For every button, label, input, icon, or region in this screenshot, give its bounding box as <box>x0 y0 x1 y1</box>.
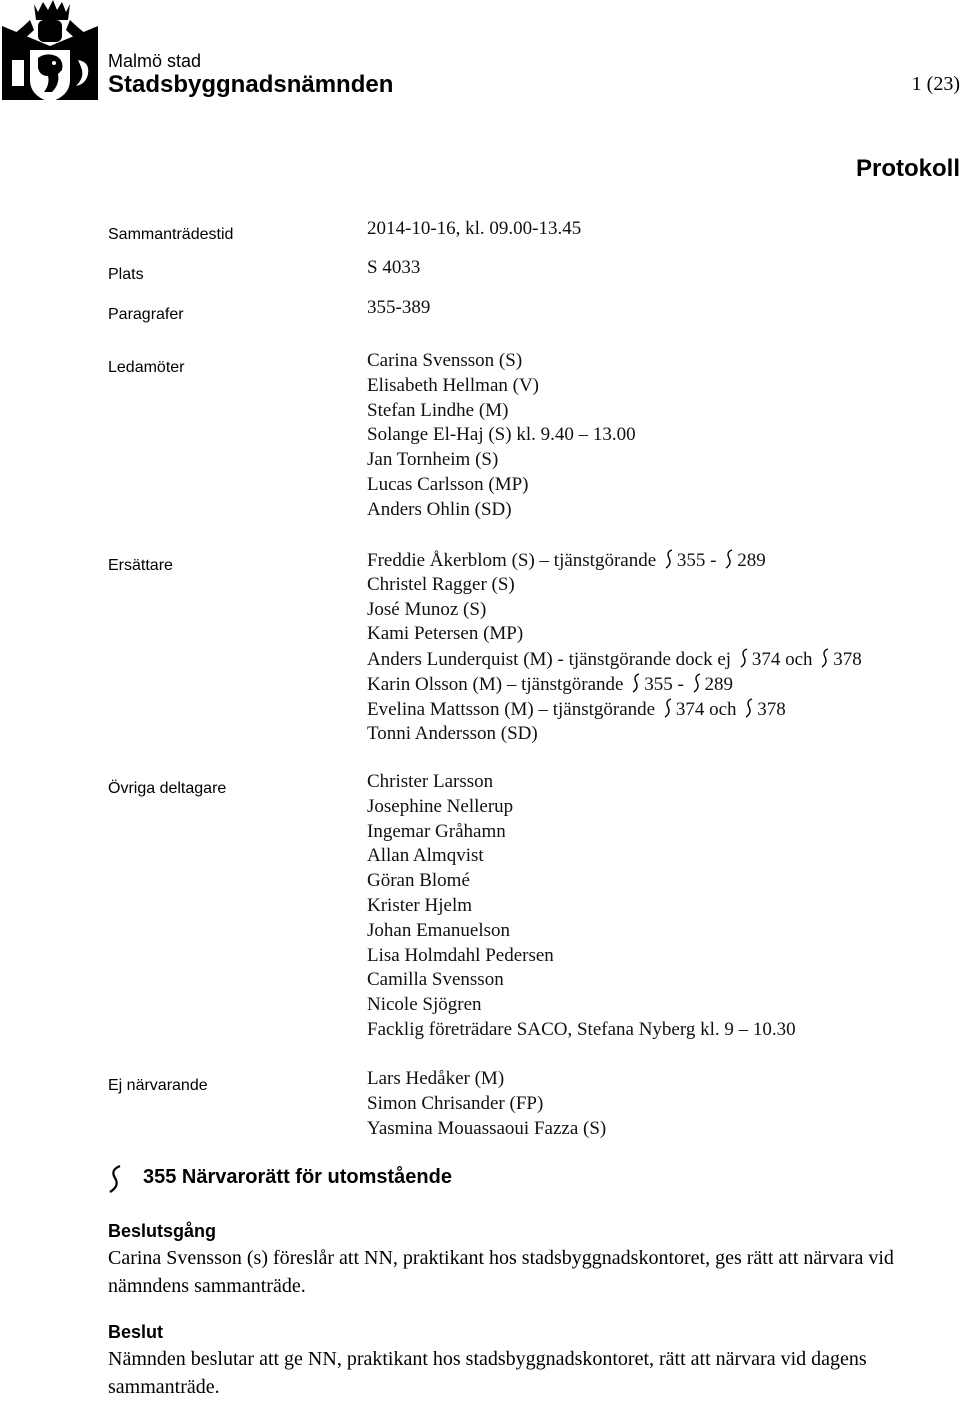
meeting-time-label: Sammanträdestid <box>108 226 234 243</box>
meeting-time-value: 2014-10-16, kl. 09.00-13.45 <box>367 218 582 239</box>
substitute-line <box>367 573 862 598</box>
malmo-coat-of-arms-logo <box>0 0 100 104</box>
absent-label: Ej närvarande <box>108 1077 208 1094</box>
paragraph-ref: 355 - <box>676 550 717 571</box>
paragraph-sign-icon <box>662 697 674 719</box>
paragraphs-label: Paragrafer <box>108 306 184 323</box>
document-type: Protokoll <box>855 155 960 182</box>
substitute-name: Kami Petersen (MP) <box>367 623 524 645</box>
absent-name: Lars Hedåker (M) <box>367 1068 505 1089</box>
paragraph-ref: 289 <box>704 673 734 695</box>
absent-list <box>367 1067 606 1141</box>
member-name: Stefan Lindhe (M) <box>367 399 509 421</box>
procedure-heading: Beslutsgång <box>108 1221 217 1241</box>
place-label: Plats <box>108 266 144 283</box>
paragraph-ref: 378 <box>757 698 786 720</box>
substitute-line <box>367 672 862 697</box>
member-name: Anders Ohlin (SD) <box>367 498 512 520</box>
member-name: Solange El-Haj (S) kl. 9.40 – 13.00 <box>367 424 636 446</box>
paragraph-ref: 374 och <box>675 698 737 720</box>
section-title: 355 Närvarorätt för utomstående <box>143 1166 452 1188</box>
substitute-name: Anders Lunderquist (M) - tjänstgörande dock ej <box>367 649 732 671</box>
paragraph-sign-icon <box>663 548 675 570</box>
substitute-line <box>367 697 862 722</box>
paragraph-sign-icon <box>819 647 831 669</box>
decision-heading: Beslut <box>108 1322 164 1342</box>
substitute-name: Karin Olsson (M) – tjänstgörande <box>367 673 624 695</box>
substitute-line <box>367 548 862 573</box>
paragraph-ref: 355 - <box>644 673 684 695</box>
section-sign-icon <box>106 1164 124 1194</box>
procedure-text: Carina Svensson (s) föreslår att NN, praktikant hos stadsbyggnadskontoret, ges rätt att närvara vid nämndens sammanträde. <box>108 1247 894 1297</box>
participant-name: Göran Blomé <box>367 870 470 892</box>
paragraph-ref: 289 <box>737 550 766 571</box>
participant-name: Lisa Holmdahl Pedersen <box>367 944 554 966</box>
paragraph-sign-icon <box>743 697 755 719</box>
substitute-name: Evelina Mattsson (M) – tjänstgörande <box>367 698 656 720</box>
substitute-line <box>367 622 862 647</box>
substitute-name: José Munoz (S) <box>367 598 487 620</box>
place-value: S 4033 <box>367 257 421 278</box>
substitutes-label: Ersättare <box>108 557 173 574</box>
absent-name: Yasmina Mouassaoui Fazza (S) <box>367 1117 607 1139</box>
member-name: Elisabeth Hellman (V) <box>367 374 540 396</box>
page-number: 1 (23) <box>911 73 960 95</box>
board-name: Stadsbyggnadsnämnden <box>108 71 394 98</box>
substitute-line <box>367 598 862 623</box>
member-name: Jan Tornheim (S) <box>367 449 499 471</box>
paragraph-sign-icon <box>691 672 703 694</box>
others-label: Övriga deltagare <box>108 780 227 797</box>
others-list <box>367 770 796 1043</box>
substitute-line <box>367 722 862 747</box>
paragraph-sign-icon <box>738 647 750 669</box>
substitute-name: Tonni Andersson (SD) <box>367 722 538 744</box>
absent-name: Simon Chrisander (FP) <box>367 1092 544 1114</box>
participant-name: Facklig företrädare SACO, Stefana Nyberg kl. 9 – 10.30 <box>367 1018 796 1040</box>
member-name: Carina Svensson (S) <box>367 350 523 371</box>
participant-name: Krister Hjelm <box>367 894 473 916</box>
paragraph-ref: 374 och <box>751 649 813 671</box>
participant-name: Johan Emanuelson <box>367 919 511 941</box>
substitutes-list <box>367 548 862 746</box>
paragraphs-value: 355-389 <box>367 297 431 318</box>
paragraph-ref: 378 <box>833 649 862 671</box>
substitute-line <box>367 647 862 672</box>
member-name: Lucas Carlsson (MP) <box>367 473 529 495</box>
participant-name: Camilla Svensson <box>367 969 504 991</box>
decision-text: Nämnden beslutar att ge NN, praktikant hos stadsbyggnadskontoret, rätt att närvara vid dagens sammanträde. <box>108 1348 867 1398</box>
participant-name: Allan Almqvist <box>367 845 484 867</box>
paragraph-sign-icon <box>630 672 642 694</box>
members-list <box>367 349 636 523</box>
participant-name: Ingemar Gråhamn <box>367 820 506 842</box>
members-label: Ledamöter <box>108 359 185 376</box>
substitute-name: Christel Ragger (S) <box>367 573 515 595</box>
participant-name: Josephine Nellerup <box>367 795 514 817</box>
participant-name: Christer Larsson <box>367 771 494 792</box>
substitute-name: Freddie Åkerblom (S) – tjänstgörande <box>367 550 657 571</box>
paragraph-sign-icon <box>723 548 735 570</box>
participant-name: Nicole Sjögren <box>367 994 482 1016</box>
organization-name: Malmö stad <box>108 51 202 71</box>
